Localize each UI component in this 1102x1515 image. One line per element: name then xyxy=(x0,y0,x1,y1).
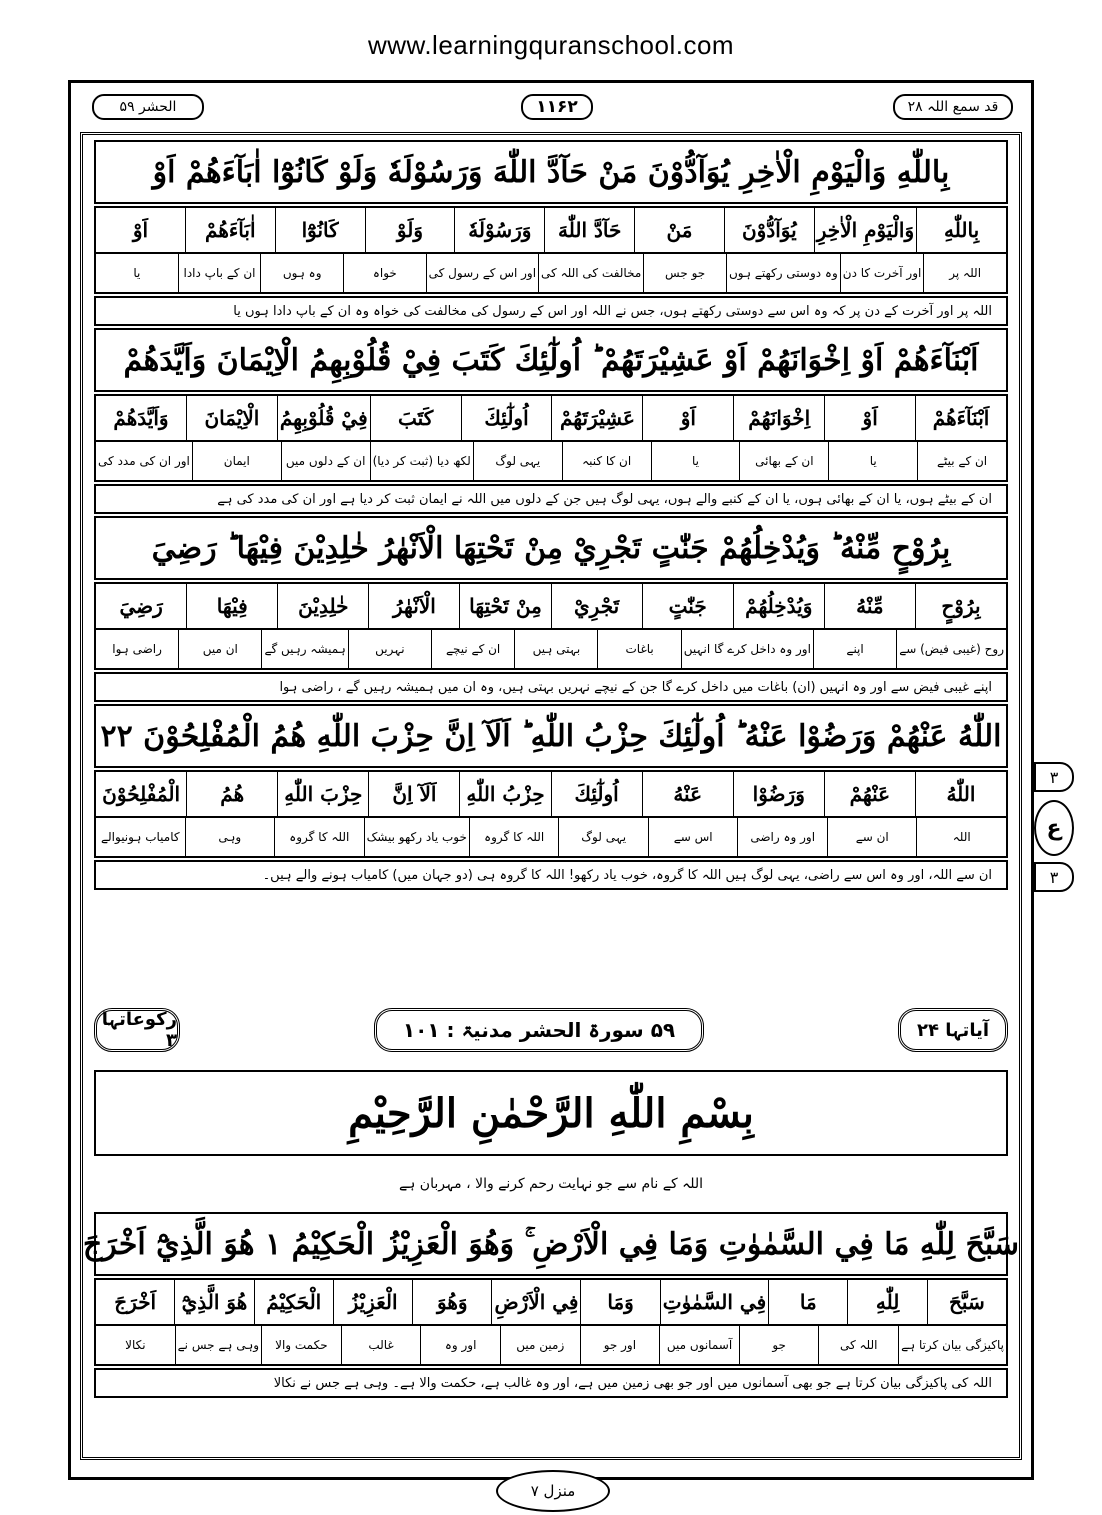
meaning: اللہ کا گروہ xyxy=(274,818,364,856)
word: وَلَوْ xyxy=(365,208,455,252)
meaning-row-3 xyxy=(94,628,1008,670)
word: عَشِيْرَتَهُمْ xyxy=(551,396,642,440)
word: وَهُوَ xyxy=(412,1280,491,1324)
meaning: اور وہ راضی xyxy=(737,818,827,856)
meaning: کامیاب ہونیوالے xyxy=(100,830,180,844)
word: عَنْهُ xyxy=(642,772,733,816)
page-number: ۱۱۶۲ xyxy=(521,94,593,120)
meaning: وہی xyxy=(185,818,275,856)
meaning: زمین میں xyxy=(500,1326,580,1364)
meaning: نہریں xyxy=(348,630,431,668)
website-url: www.learningquranschool.com xyxy=(367,30,735,60)
word: فِيْهَا xyxy=(186,584,277,628)
meaning: ہمیشہ رہیں گے xyxy=(261,630,347,668)
meaning-row-1 xyxy=(94,252,1008,294)
header-juz-label: قد سمع اللہ ۲۸ xyxy=(893,94,1013,120)
word-row-2 xyxy=(94,394,1008,440)
word: اُولٰٓئِكَ xyxy=(461,396,552,440)
meaning: یہی لوگ xyxy=(558,818,648,856)
word: فِي السَّمٰوٰتِ xyxy=(660,1280,768,1324)
meaning: پاکیزگی بیان کرتا ہے xyxy=(898,1326,1006,1364)
verse-blocks xyxy=(94,140,1008,892)
meaning: اللہ کا گروہ xyxy=(469,818,559,856)
meaning: جو xyxy=(739,1326,819,1364)
word: خٰلِدِيْنَ xyxy=(277,584,368,628)
word: حَآدَّ اللّٰهَ xyxy=(544,208,634,252)
word-row-3 xyxy=(94,582,1008,628)
meaning: وہ ہوں xyxy=(260,254,343,292)
arabic-line-5: سَبَّحَ لِلّٰهِ مَا فِي السَّمٰوٰتِ وَمَا فِي الْاَرْضِ ۚ وَهُوَ الْعَزِيْزُ الْحَكِيْمُ ۱ هُوَ الَّذِيْٓ اَخْرَجَ xyxy=(94,1212,1008,1276)
bismillah-translation: اللہ کے نام سے جو نہایت رحم کرنے والا ، مہربان ہے xyxy=(398,1176,704,1192)
meaning: اللہ کی xyxy=(818,1326,898,1364)
manzil-marker: منزل ۷ xyxy=(496,1470,610,1512)
word: الْحَكِيْمُ xyxy=(254,1280,333,1324)
ruku-marker: ع xyxy=(1034,800,1074,856)
meaning: نکالا xyxy=(125,1338,146,1352)
meaning: آسمانوں میں xyxy=(659,1326,739,1364)
meaning-row-5 xyxy=(94,1324,1008,1366)
arabic-line-1: بِاللّٰهِ وَالْيَوْمِ الْاٰخِرِ يُوَآدُّوْنَ مَنْ حَآدَّ اللّٰهَ وَرَسُوْلَهٗ وَلَوْ كَانُوْٓا اٰبَآءَهُمْ اَوْ xyxy=(94,140,1008,204)
word-row-4 xyxy=(94,770,1008,816)
meaning: وہ دوستی رکھتے ہوں xyxy=(726,254,840,292)
word: وَاَيَّدَهُمْ xyxy=(113,406,169,430)
meaning: ان کے باپ دادا xyxy=(178,254,261,292)
translation-line-1: اللہ پر اور آخرت کے دن پر کہ وہ اس سے دوستی رکھتے ہوں، جس نے اللہ اور اس کے رسول کی مخالفت کی خواہ وہ ان کے باپ دادا ہوں یا xyxy=(94,296,1008,326)
word: وَيُدْخِلُهُمْ xyxy=(733,584,824,628)
word: الْاَنْهٰرُ xyxy=(368,584,459,628)
word: اللّٰهُ xyxy=(915,772,1006,816)
word: مِنْ تَحْتِهَا xyxy=(459,584,550,628)
meaning: غالب xyxy=(341,1326,421,1364)
meaning: یا xyxy=(133,266,141,280)
word: مِّنْهُ xyxy=(824,584,915,628)
translation-line-4: ان سے اللہ، اور وہ اس سے راضی، یہی لوگ ہیں اللہ کا گروہ، خوب یاد رکھو! اللہ کا گروہ ہی (دو جہان میں) کامیاب ہونے والے ہیں۔ xyxy=(94,860,1008,890)
word: فِيْ قُلُوْبِهِمُ xyxy=(277,396,370,440)
word: مَنْ xyxy=(634,208,724,252)
arabic-line-3: بِرُوْحٍ مِّنْهُ ؕ وَيُدْخِلُهُمْ جَنّٰتٍ تَجْرِيْ مِنْ تَحْتِهَا الْاَنْهٰرُ خٰلِدِيْنَ فِيْهَا ؕ رَضِيَ xyxy=(94,516,1008,580)
meaning: ان کے نیچے xyxy=(431,630,514,668)
meaning: ان کے بیٹے xyxy=(917,442,1006,480)
meaning: لکھ دیا (ثبت کر دیا) xyxy=(370,442,473,480)
bismillah: بِسْمِ اللّٰهِ الرَّحْمٰنِ الرَّحِيْمِ xyxy=(94,1070,1008,1156)
side-marker-bottom: ۳ xyxy=(1034,862,1074,892)
word: يُوَآدُّوْنَ xyxy=(724,208,814,252)
meaning: اور وہ xyxy=(420,1326,500,1364)
meaning: یہی لوگ xyxy=(473,442,562,480)
word-row-1 xyxy=(94,206,1008,252)
meaning: وہی ہے جس نے xyxy=(175,1326,261,1364)
word: بِرُوْحٍ xyxy=(915,584,1006,628)
word: فِي الْاَرْضِ xyxy=(491,1280,580,1324)
word: اَوْ xyxy=(824,396,915,440)
word: هُوَ الَّذِيْٓ xyxy=(174,1280,253,1324)
word: كَانُوْٓا xyxy=(275,208,365,252)
meaning: حکمت والا xyxy=(261,1326,341,1364)
translation-line-2: ان کے بیٹے ہوں، یا ان کے بھائی ہوں، یا ان کے کنبے والے ہوں، یہی لوگ ہیں جن کے دلوں میں اللہ نے ایمان ثبت کر دیا ہے اور ان کی مدد کی ہے xyxy=(94,484,1008,514)
word: وَمَا xyxy=(580,1280,659,1324)
meaning: ایمان xyxy=(192,442,281,480)
word: حِزْبُ اللّٰهِ xyxy=(459,772,550,816)
word: تَجْرِيْ xyxy=(551,584,642,628)
meaning: خوب یاد رکھو بیشک xyxy=(364,818,469,856)
word: وَرَسُوْلَهٗ xyxy=(454,208,544,252)
meaning: مخالفت کی اللہ کی xyxy=(538,254,643,292)
surah-title-cartouche: ۵۹ سورۃ الحشر مدنیۃ : ۱۰۱ xyxy=(374,1008,704,1052)
meaning: خواہ xyxy=(343,254,426,292)
word: عَنْهُمْ xyxy=(824,772,915,816)
word: اَوْ xyxy=(132,218,149,242)
meaning-row-2 xyxy=(94,440,1008,482)
meaning: اللہ xyxy=(916,818,1006,856)
meaning: اپنے xyxy=(813,630,896,668)
word: وَالْيَوْمِ الْاٰخِرِ xyxy=(814,208,916,252)
meaning: ان کے بھائی xyxy=(739,442,828,480)
meaning: ان میں xyxy=(178,630,261,668)
meaning-row-4 xyxy=(94,816,1008,858)
meaning: اللہ پر xyxy=(923,254,1006,292)
meaning: بہتی ہیں xyxy=(514,630,597,668)
arabic-line-2: اَبْنَآءَهُمْ اَوْ اِخْوَانَهُمْ اَوْ عَشِيْرَتَهُمْ ؕ اُولٰٓئِكَ كَتَبَ فِيْ قُلُوْبِهِمُ الْاِيْمَانَ وَاَيَّدَهُمْ xyxy=(94,328,1008,392)
word: حِزْبَ اللّٰهِ xyxy=(277,772,368,816)
meaning: اور وہ داخل کرے گا انہیں xyxy=(681,630,813,668)
word: الْعَزِيْزُ xyxy=(333,1280,412,1324)
meaning: یا xyxy=(651,442,740,480)
word: جَنّٰتٍ xyxy=(642,584,733,628)
translation-line-5: اللہ کی پاکیزگی بیان کرتا ہے جو بھی آسمانوں میں اور جو بھی زمین میں ہے، اور وہ غالب ہے، حکمت والا ہے۔ وہی ہے جس نے نکالا xyxy=(94,1368,1008,1398)
word: الْمُفْلِحُوْنَ xyxy=(102,782,181,806)
meaning: ان کے دلوں میں xyxy=(281,442,370,480)
word: الْاِيْمَانَ xyxy=(186,396,277,440)
meaning: جو جس xyxy=(643,254,726,292)
word: مَا xyxy=(768,1280,847,1324)
ayah-count-cartouche: آیاتہا ۲۴ xyxy=(898,1008,1008,1052)
ruku-count-cartouche: رکوعاتہا ۳ xyxy=(94,1008,180,1052)
word: اَلَآ اِنَّ xyxy=(368,772,459,816)
translation-line-3: اپنے غیبی فیض سے اور وہ انہیں (ان) باغات میں داخل کرے گا جن کے نیچے نہریں بہتی ہیں، وہ ان میں ہمیشہ رہیں گے ، راضی ہوا xyxy=(94,672,1008,702)
surah-header-bar xyxy=(94,1000,1008,1060)
side-marker-top: ۳ xyxy=(1034,762,1074,792)
word: وَرَضُوْا xyxy=(733,772,824,816)
meaning: راضی ہوا xyxy=(112,642,162,656)
meaning: اور اس کے رسول کی xyxy=(426,254,538,292)
verse-block-5 xyxy=(82,1212,1020,1400)
word: اَبْنَآءَهُمْ xyxy=(915,396,1006,440)
meaning: اور جو xyxy=(580,1326,660,1364)
word: اَوْ xyxy=(642,396,733,440)
word: اَخْرَجَ xyxy=(114,1290,157,1314)
word: هُمُ xyxy=(186,772,277,816)
meaning: اور ان کی مدد کی xyxy=(98,454,190,468)
word: اُولٰٓئِكَ xyxy=(551,772,642,816)
meaning: ان کا کنبہ xyxy=(562,442,651,480)
header-surah-label: الحشر ۵۹ xyxy=(92,94,204,120)
meaning: روح (غیبی فیض) سے xyxy=(896,630,1006,668)
meaning: یا xyxy=(828,442,917,480)
meaning: اور آخرت کا دن xyxy=(840,254,924,292)
arabic-line-4: اللّٰهُ عَنْهُمْ وَرَضُوْا عَنْهُ ؕ اُولٰٓئِكَ حِزْبُ اللّٰهِ ؕ اَلَآ اِنَّ حِزْبَ اللّٰهِ هُمُ الْمُفْلِحُوْنَ ۲۲ xyxy=(94,704,1008,768)
word: سَبَّحَ xyxy=(927,1280,1006,1324)
word-row-5 xyxy=(94,1278,1008,1324)
meaning: ان سے xyxy=(827,818,917,856)
meaning: باغات xyxy=(597,630,680,668)
word: كَتَبَ xyxy=(370,396,461,440)
meaning: اس سے xyxy=(648,818,738,856)
word: لِلّٰهِ xyxy=(847,1280,926,1324)
word: اِخْوَانَهُمْ xyxy=(733,396,824,440)
word: رَضِيَ xyxy=(119,594,163,618)
word: اٰبَآءَهُمْ xyxy=(185,208,275,252)
word: بِاللّٰهِ xyxy=(916,208,1006,252)
